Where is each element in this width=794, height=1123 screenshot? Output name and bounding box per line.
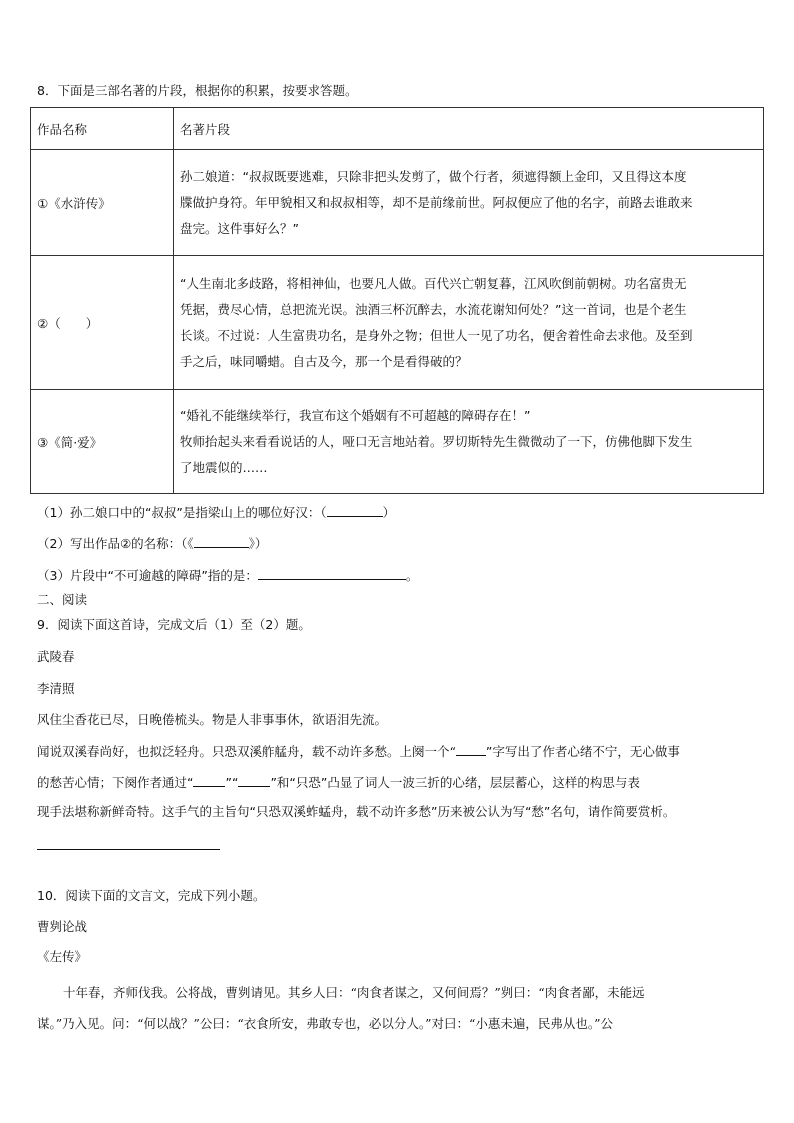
q8-sub3 bbox=[37, 566, 418, 585]
fragment-line: “婚礼不能继续举行，我宣布这个婚姻有不可超越的障碍存在！” bbox=[180, 407, 531, 423]
sub1-text: （1）孙二娘口中的“叔叔”是指梁山上的哪位好汉：（ bbox=[37, 505, 327, 520]
fragment-line: 盘完。这件事好么？” bbox=[180, 220, 299, 236]
fragment-line: 牒做护身符。年甲貌相又和叔叔相等，却不是前缘前世。阿叔便应了他的名字，前路去谁敢来 bbox=[180, 194, 693, 210]
fragment-line: “人生南北多歧路，将相神仙，也要凡人做。百代兴亡朝复暮，江风吹倒前朝树。功名富贵无 bbox=[180, 275, 687, 291]
p1-text-a: 闻说双溪春尚好，也拟泛轻舟。只恐双溪舴艋舟，载不动许多愁。上阕一个“ bbox=[37, 744, 456, 759]
p2-text-c: ”和“只恐”凸显了词人一波三折的心绪，层层蓄心，这样的构思与表 bbox=[270, 775, 640, 790]
q10-title: 10．阅读下面的文言文，完成下列小题。 bbox=[37, 888, 266, 903]
q8-sub2 bbox=[37, 534, 267, 553]
sub1-end: ） bbox=[382, 505, 396, 520]
answer-blank-3[interactable] bbox=[258, 566, 406, 580]
work-fragment-1 bbox=[174, 150, 764, 256]
poem-line: 风住尘香花已尽，日晚倦梳头。物是人非事事休，欲语泪先流。 bbox=[37, 712, 388, 727]
work-fragment-2 bbox=[174, 256, 764, 390]
essay-line-2: 谋。”乃入见。问：“何以战？”公曰：“衣食所安，弗敢专也，必以分人。”对曰：“小惠未遍，民弗从也。”公 bbox=[37, 1016, 613, 1031]
answer-blank-2[interactable] bbox=[194, 534, 249, 548]
answer-blank-1[interactable] bbox=[327, 503, 383, 517]
sub2-end: 》） bbox=[248, 536, 268, 551]
poem-title: 武陵春 bbox=[37, 649, 75, 664]
fragment-line: 孙二娘道：“叔叔既要逃难，只除非把头发剪了，做个行者，须遮得额上金印，又且得这本度 bbox=[180, 168, 687, 184]
answer-blank-6[interactable] bbox=[238, 773, 270, 787]
header-fragment: 名著片段 bbox=[174, 108, 764, 150]
q9-paragraph-line-1 bbox=[37, 742, 680, 761]
table-row bbox=[31, 256, 764, 390]
q9-paragraph-line-3: 现手法堪称新鲜奇特。这手气的主旨句“只恐双溪蚱蜢舟，载不动许多愁”历来被公认为写“愁”名句，请作简要赏析。 bbox=[37, 804, 676, 819]
fragment-line: 长谈。不过说：人生富贵功名，是身外之物；但世人一见了功名，便舍着性命去求他。及至到 bbox=[180, 327, 693, 343]
section-heading: 二、阅读 bbox=[37, 592, 88, 607]
essay-source: 《左传》 bbox=[37, 949, 88, 964]
answer-line[interactable] bbox=[37, 849, 220, 850]
answer-blank-5[interactable] bbox=[193, 773, 225, 787]
work-name-2: ②（ ） bbox=[31, 256, 174, 390]
p2-text-b: ”“ bbox=[225, 775, 239, 790]
sub2-text: （2）写出作品②的名称：（《 bbox=[37, 536, 194, 551]
essay-line-1: 十年春，齐师伐我。公将战，曹刿请见。其乡人曰：“肉食者谋之，又何间焉？”刿曰：“肉食者鄙，未能远 bbox=[63, 985, 645, 1000]
q8-sub1 bbox=[37, 503, 395, 522]
header-work-name: 作品名称 bbox=[31, 108, 174, 150]
q9-title: 9．阅读下面这首诗，完成文后（1）至（2）题。 bbox=[37, 617, 311, 632]
table-row bbox=[31, 390, 764, 494]
fragment-line: 牧师抬起头来看看说话的人，哑口无言地站着。罗切斯特先生微微动了一下，仿佛他脚下发生 bbox=[180, 433, 693, 449]
work-name-3: ③《简·爱》 bbox=[31, 390, 174, 494]
p2-text-a: 的愁苦心情；下阕作者通过“ bbox=[37, 775, 194, 790]
work-fragment-3 bbox=[174, 390, 764, 494]
essay-title: 曹刿论战 bbox=[37, 919, 88, 934]
answer-blank-4[interactable] bbox=[456, 742, 486, 756]
sub3-text: （3）片段中“不可逾越的障碍”指的是： bbox=[37, 568, 258, 583]
poem-author: 李清照 bbox=[37, 681, 75, 696]
q8-title: 8．下面是三部名著的片段，根据你的积累，按要求答题。 bbox=[37, 83, 358, 98]
fragment-line: 凭据，费尽心情，总把流光误。浊酒三杯沉醉去，水流花谢知何处？”这一首词，也是个老生 bbox=[180, 301, 687, 317]
table-row bbox=[31, 150, 764, 256]
work-name-1: ①《水浒传》 bbox=[31, 150, 174, 256]
sub3-end: 。 bbox=[405, 568, 419, 583]
table-header-row bbox=[31, 108, 764, 150]
fragment-line: 手之后，味同嚼蜡。自古及今，那一个是看得破的？ bbox=[180, 353, 468, 369]
q9-paragraph-line-2 bbox=[37, 773, 640, 792]
p1-text-b: ”字写出了作者心绪不宁，无心做事 bbox=[485, 744, 680, 759]
works-table bbox=[30, 107, 764, 494]
fragment-line: 了地震似的…… bbox=[180, 459, 268, 475]
